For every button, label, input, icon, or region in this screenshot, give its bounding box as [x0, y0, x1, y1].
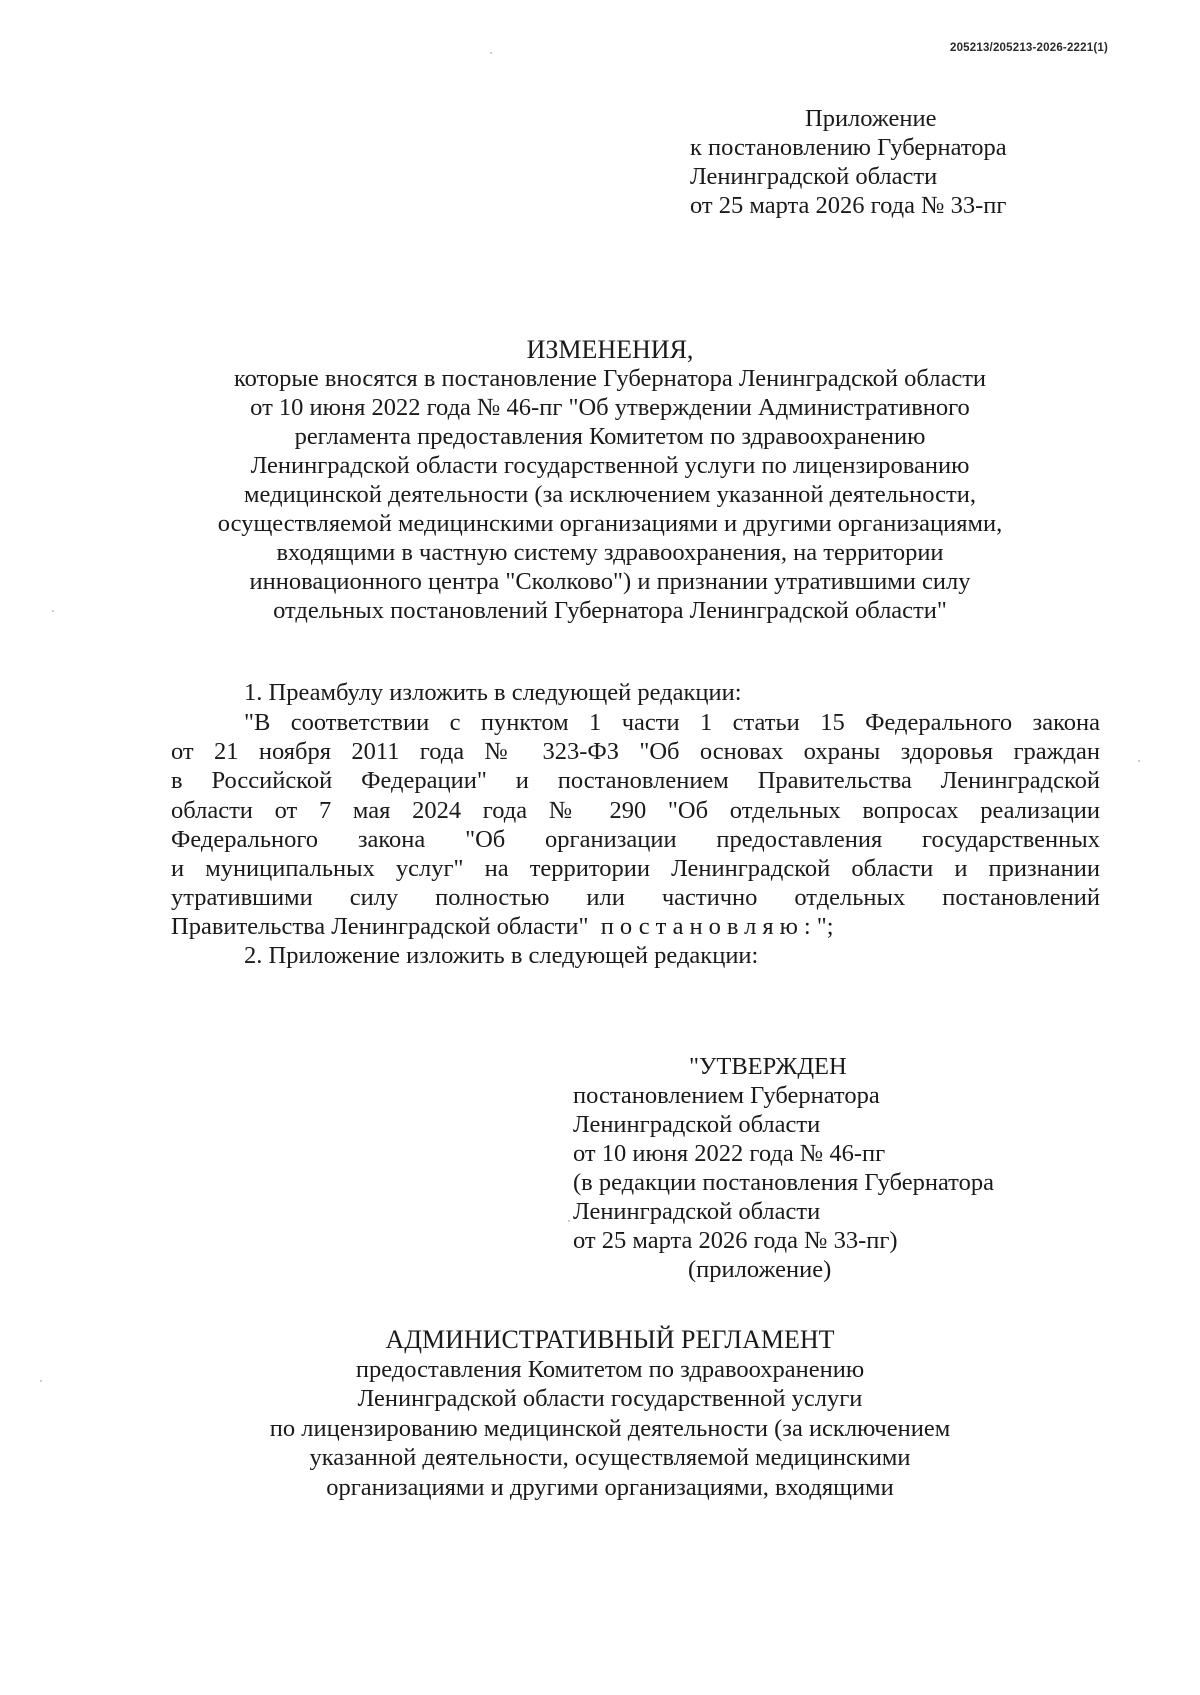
changes-title-line: которые вносятся в постановление Губернатора Ленинградской области	[233, 365, 987, 392]
approved-block	[573, 1052, 994, 1284]
changes-title-line: инновационного центра "Сколково") и признании утратившими силу	[249, 568, 971, 595]
preamble-line: области от 7 мая 2024 года № 290 "Об отдельных вопросах реализации	[171, 796, 1100, 824]
changes-title-line: отдельных постановлений Губернатора Ленинградской области"	[273, 597, 947, 624]
changes-title-line: от 10 июня 2022 года № 46-пг "Об утверждении Административного	[250, 394, 970, 421]
regulation-title-line: организациями и другими организациями, входящими	[326, 1473, 894, 1501]
changes-title-line: медицинской деятельности (за исключением указанной деятельности,	[244, 481, 976, 508]
approved-line: постановлением Губернатора	[573, 1082, 880, 1109]
appendix-header-line: Ленинградской области	[690, 163, 938, 190]
appendix-header-line: от 25 марта 2026 года № 33-пг	[690, 192, 1007, 219]
changes-heading: ИЗМЕНЕНИЯ,	[526, 335, 694, 364]
approved-line: (в редакции постановления Губернатора	[573, 1169, 994, 1196]
preamble-line: утратившими силу полностью или частично отдельных постановлений	[171, 884, 1100, 912]
regulation-heading: АДМИНИСТРАТИВНЫЙ РЕГЛАМЕНТ	[385, 1325, 835, 1354]
changes-title	[120, 335, 1100, 625]
approved-line: от 10 июня 2022 года № 46-пг	[573, 1140, 886, 1167]
regulation-title-line: предоставления Комитетом по здравоохранению	[355, 1355, 865, 1383]
preamble-line: от 21 ноября 2011 года № 323-ФЗ "Об основах охраны здоровья граждан	[171, 738, 1100, 766]
approved-line: Ленинградской области	[573, 1198, 821, 1225]
approved-line: от 25 марта 2026 года № 33-пг)	[573, 1227, 898, 1254]
scan-speck	[1138, 760, 1140, 762]
preamble-line: и муниципальных услуг" на территории Ленинградской области и признании	[171, 854, 1100, 882]
preamble-last-prefix: Правительства Ленинградской области"	[171, 913, 589, 941]
appendix-header-line: к постановлению Губернатора	[690, 134, 1007, 161]
regulation-title-line: Ленинградской области государственной услуги	[357, 1385, 863, 1412]
approved-heading: "УТВЕРЖДЕН	[689, 1053, 847, 1080]
approved-line: Ленинградской области	[573, 1111, 821, 1138]
regulation-title	[120, 1325, 1100, 1502]
regulation-title-line: по лицензированию медицинской деятельности (за исключением	[269, 1414, 951, 1442]
scan-speck	[568, 1220, 570, 1222]
preamble-line: в Российской Федерации" и постановлением Правительства Ленинградской	[171, 767, 1100, 795]
changes-title-line: входящими в частную систему здравоохранения, на территории	[276, 539, 944, 566]
preamble-last-suffix: ";	[816, 913, 834, 941]
document-id: 205213/205213-2026-2221(1)	[949, 42, 1108, 54]
preamble-decree-word: постановляю:	[600, 913, 817, 941]
appendix-header	[690, 104, 1007, 220]
changes-title-line: регламента предоставления Комитетом по здравоохранению	[294, 423, 926, 450]
approved-note: (приложение)	[688, 1256, 832, 1283]
scan-speck	[40, 1380, 42, 1382]
regulation-title-line: указанной деятельности, осуществляемой медицинскими	[309, 1444, 911, 1471]
preamble-line: Федерального закона "Об организации предоставления государственных	[171, 825, 1100, 853]
changes-title-line: осуществляемой медицинскими организациями и другими организациями,	[217, 510, 1003, 537]
item-2: 2. Приложение изложить в следующей редакции:	[244, 942, 759, 969]
preamble-last-line	[171, 912, 1100, 941]
scan-speck	[52, 610, 54, 612]
appendix-header-line: Приложение	[805, 105, 937, 132]
preamble-line: "В соответствии с пунктом 1 части 1 статьи 15 Федерального закона	[244, 709, 1100, 736]
preamble-quote	[171, 708, 1100, 942]
changes-title-line: Ленинградской области государственной услуги по лицензированию	[250, 452, 970, 479]
scan-speck	[490, 52, 492, 54]
item-1: 1. Преамбулу изложить в следующей редакции:	[244, 679, 742, 706]
